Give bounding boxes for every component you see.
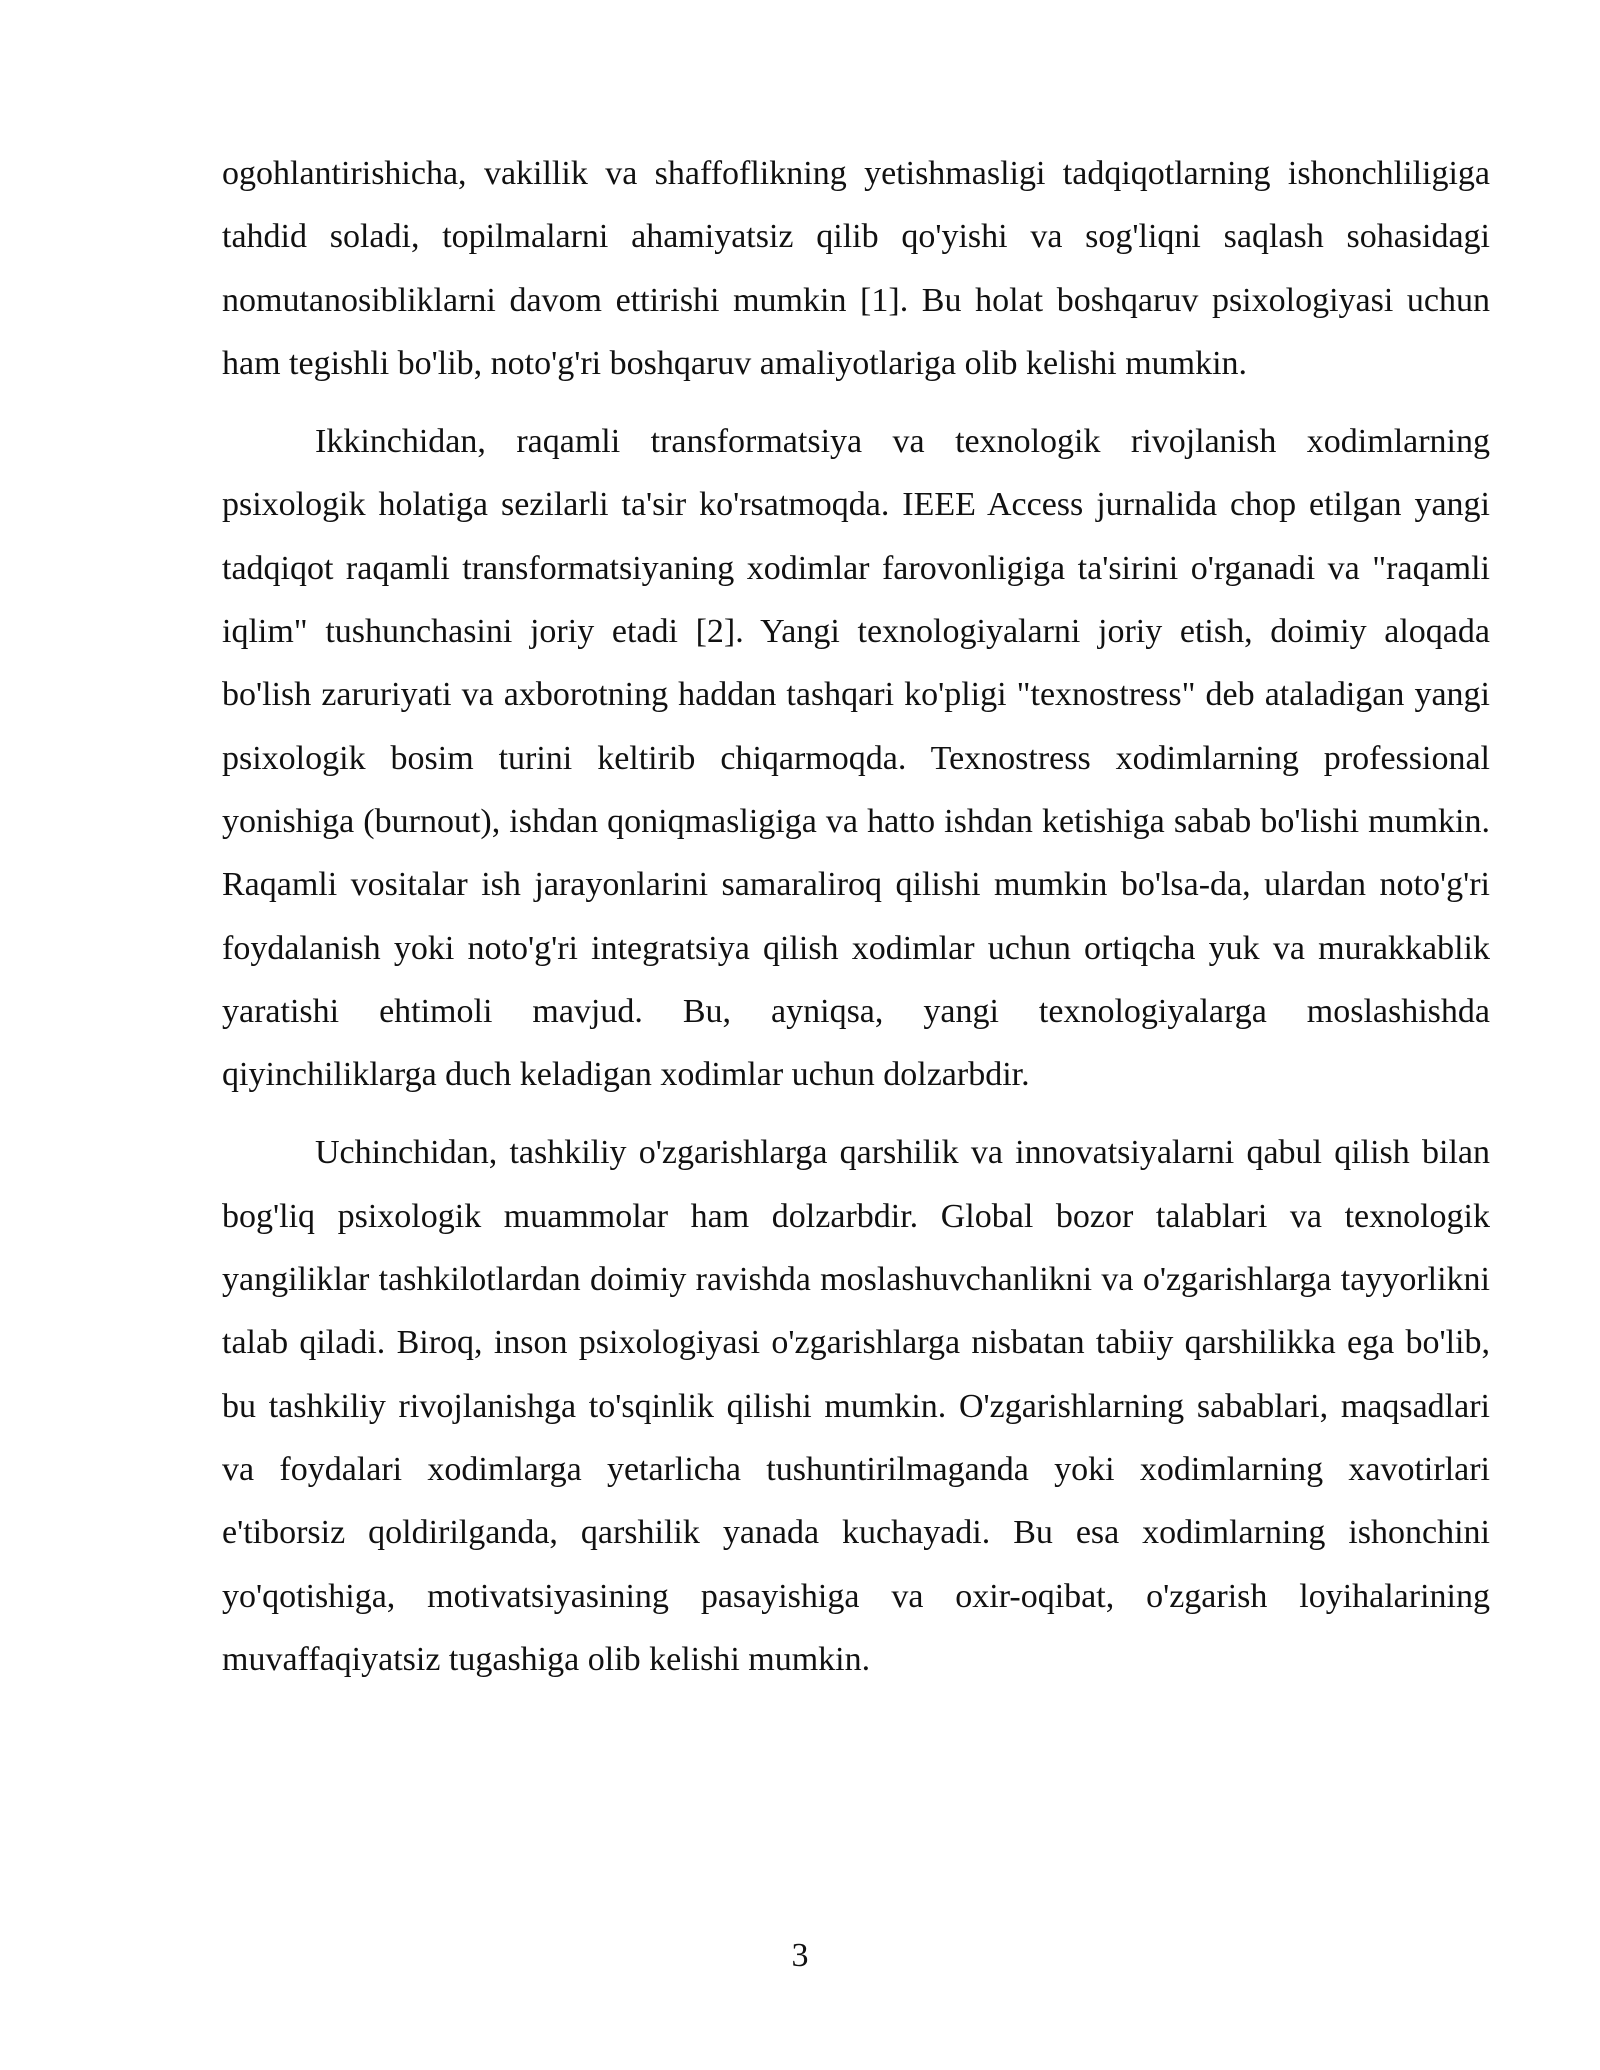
document-body [222, 142, 1490, 1691]
page-number: 3 [791, 1937, 809, 1974]
paragraph-continuation: ogohlantirishicha, vakillik va shaffoflikning yetishmasligi tadqiqotlarning ishonchliligiga tahdid soladi, topilmalarni ahamiyatsiz qilib qo'yishi va sog'liqni saqlash sohasidagi nomutanosibliklarni davom ettirishi mumkin [1]. Bu holat boshqaruv psixologiyasi uchun ham tegishli bo'lib, noto'g'ri boshqaruv amaliyotlariga olib kelishi mumkin. [222, 155, 1490, 382]
paragraph-third-point: Uchinchidan, tashkiliy o'zgarishlarga qarshilik va innovatsiyalarni qabul qilish bilan bog'liq psixologik muammolar ham dolzarbdir. Global bozor talablari va texnologik yangiliklar tashkilotlardan doimiy ravishda moslashuvchanlikni va o'zgarishlarga tayyorlikni talab qiladi. Biroq, inson psixologiyasi o'zgarishlarga nisbatan tabiiy qarshilikka ega bo'lib, bu tashkiliy rivojlanishga to'sqinlik qilishi mumkin. O'zgarishlarning sabablari, maqsadlari va foydalari xodimlarga yetarlicha tushuntirilmaganda yoki xodimlarning xavotirlari e'tiborsiz qoldirilganda, qarshilik yanada kuchayadi. Bu esa xodimlarning ishonchini yo'qotishiga, motivatsiyasining pasayishiga va oxir-oqibat, o'zgarish loyihalarining muvaffaqiyatsiz tugashiga olib kelishi mumkin. [222, 1134, 1490, 1678]
paragraph-second-point: Ikkinchidan, raqamli transformatsiya va texnologik rivojlanish xodimlarning psixologik holatiga sezilarli ta'sir ko'rsatmoqda. IEEE Access jurnalida chop etilgan yangi tadqiqot raqamli transformatsiyaning xodimlar farovonligiga ta'sirini o'rganadi va "raqamli iqlim" tushunchasini joriy etadi [2]. Yangi texnologiyalarni joriy etish, doimiy aloqada bo'lish zaruriyati va axborotning haddan tashqari ko'pligi "texnostress" deb ataladigan yangi psixologik bosim turini keltirib chiqarmoqda. Texnostress xodimlarning professional yonishiga (burnout), ishdan qoniqmasligiga va hatto ishdan ketishiga sabab bo'lishi mumkin. Raqamli vositalar ish jarayonlarini samaraliroq qilishi mumkin bo'lsa-da, ulardan noto'g'ri foydalanish yoki noto'g'ri integratsiya qilish xodimlar uchun ortiqcha yuk va murakkablik yaratishi ehtimoli mavjud. Bu, ayniqsa, yangi texnologiyalarga moslashishda qiyinchiliklarga duch keladigan xodimlar uchun dolzarbdir. [222, 423, 1490, 1094]
